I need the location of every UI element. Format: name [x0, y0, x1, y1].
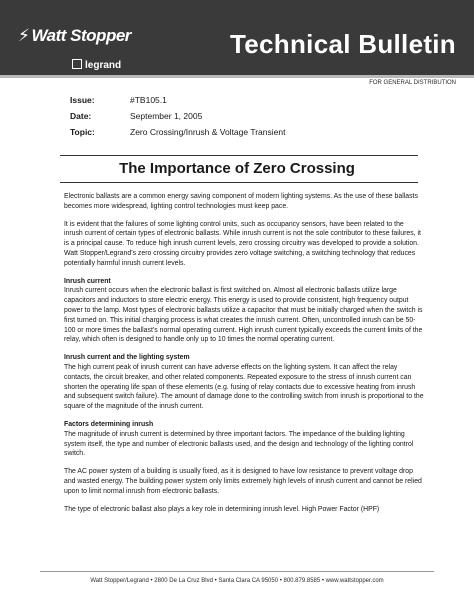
footer: Watt Stopper/Legrand • 2800 De La Cruz Blvd • Santa Clara CA 95050 • 800.879.8585 • www.wattstopper.com: [90, 578, 384, 584]
title-rule-bottom: [60, 182, 418, 183]
meta-topic: [70, 124, 285, 140]
section-text-inrush: Inrush current occurs when the electronic ballast is first switched on. Almost all electronic ballasts utilize large capacitors and inductors to store electric energy. This energy is used to provide consistent, high frequency output power to the lamp. Most types of electronic ballasts utilize a capacitor that must be initially charged when the switch is first turned on. This initial charging process is what creates the inrush current. Often, uncontrolled inrush can be 50-100 or more times the ballast’s normal operating current. High inrush current typically exceeds the current limits of the relay, which often is designed to handle only up to 10 times the normal operating current.: [64, 287, 423, 344]
section-heading-factors: Factors determining inrush: [64, 420, 154, 428]
page-title: The Importance of Zero Crossing: [119, 160, 355, 177]
brand-name: Watt Stopper: [31, 26, 131, 45]
topic-label: Topic:: [70, 127, 95, 137]
legrand-name: legrand: [85, 60, 122, 71]
lightning-icon: ⚡: [18, 26, 30, 45]
meta-issue: [70, 92, 285, 108]
date-value: September 1, 2005: [130, 111, 203, 121]
distribution-label: FOR GENERAL DISTRIBUTION: [369, 80, 456, 86]
legrand-logo: [72, 59, 121, 71]
section-text-ballast-type: The type of electronic ballast also plays a key role in determining inrush level. High Power Factor (HPF): [64, 505, 380, 513]
date-label: Date:: [70, 111, 92, 121]
section-heading-inrush: Inrush current: [64, 277, 111, 285]
bulletin-meta: [70, 92, 285, 140]
intro-paragraph-2: It is evident that the failures of some lighting control units, such as occupancy sensors, have been related to the inrush current of certain types of electronic ballasts. While inrush current is not the sole contributor to these failures, it is a principal cause. To reduce high inrush current levels, zero crossing circuitry was developed to provide a solution. Watt Stopper/Legrand’s zero crossing circuitry provides zero voltage switching, a switching technology that reduces potentially harmful inrush current levels.: [64, 220, 421, 267]
wattstopper-logo: [18, 26, 131, 46]
body-text: [64, 192, 424, 522]
section-text-lighting-system: The high current peak of inrush current can have adverse effects on the lighting system. It can affect the relay contacts, the circuit breaker, and other related components. Repeated exposure to the stress of inrush current can shorten the operating life span of these elements (e.g. fusing of relay contacts due to excessive heating from inrush and subsequent switch failure). The amount of damage done to the controlling switch from inrush is proportional to the square of the magnitude of the inrush current.: [64, 363, 424, 411]
footer-rule: [40, 571, 434, 572]
issue-value: #TB105.1: [130, 95, 167, 105]
meta-date: [70, 108, 285, 124]
intro-paragraph-1: Electronic ballasts are a common energy saving component of modern lighting systems. As the use of these ballasts becomes more widespread, lighting control technologies must keep pace.: [64, 193, 418, 210]
header-band: [0, 0, 474, 78]
section-heading-lighting-system: Inrush current and the lighting system: [64, 354, 190, 362]
section-text-power-system: The AC power system of a building is usually fixed, as it is designed to have low resistance to prevent voltage drop and wasted energy. The building power system only limits extremely high levels of inrush current and cannot be relied upon to limit normal inrush from electronic ballasts.: [64, 468, 422, 495]
topic-value: Zero Crossing/Inrush & Voltage Transient: [130, 127, 286, 137]
title-rule-top: [60, 155, 418, 156]
issue-label: Issue:: [70, 95, 95, 105]
bulletin-title: Technical Bulletin: [230, 29, 456, 59]
legrand-square-icon: [72, 59, 82, 69]
section-text-factors: The magnitude of inrush current is determined by three important factors. The impedance of the building lighting system itself, the type and number of electronic ballasts used, and the design and technology of the lighting control switch.: [64, 430, 414, 458]
